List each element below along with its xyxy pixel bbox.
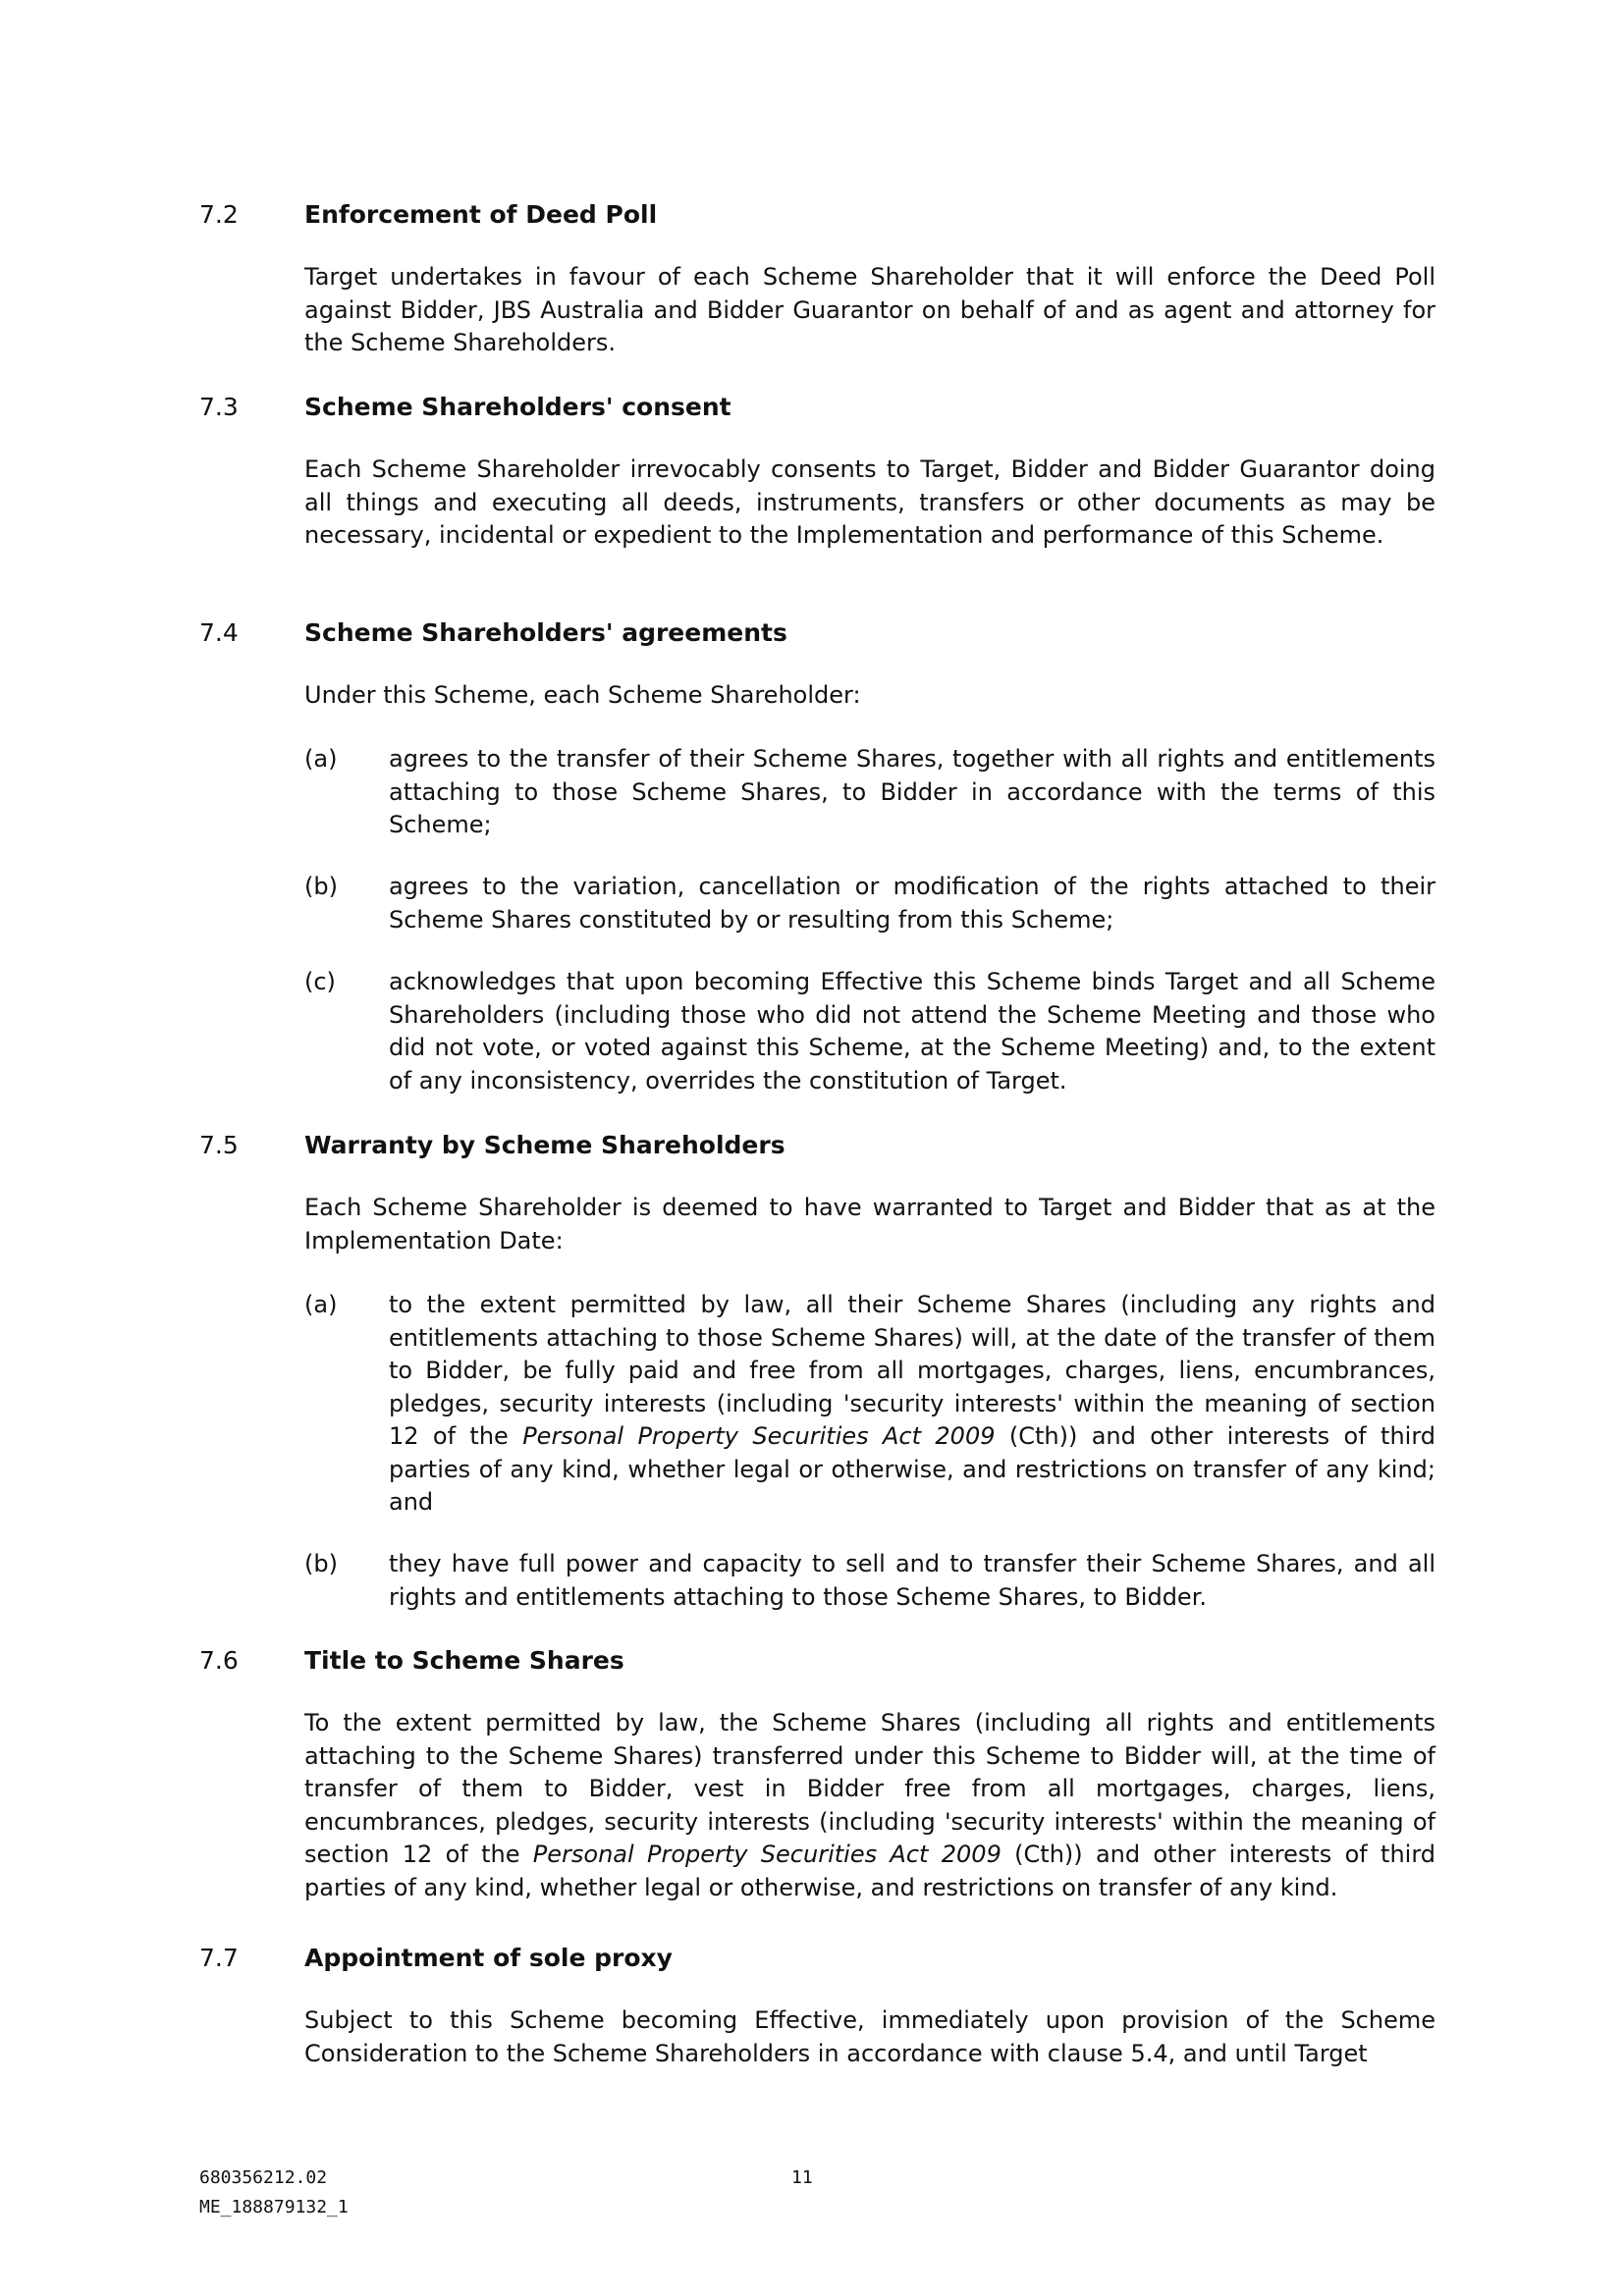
footer-doc-id: 680356212.02 — [199, 2167, 328, 2188]
section-body: Each Scheme Shareholder is deemed to have warranted to Target and Bidder that as at the Implementation Date: — [304, 1194, 1435, 1255]
list-item-text: they have full power and capacity to sell and to transfer their Scheme Shares, and all rights and entitlements attaching to those Scheme Shares, to Bidder. — [389, 1550, 1435, 1611]
act-title: Personal Property Securities Act 2009 — [532, 1841, 1001, 1868]
section-body: Each Scheme Shareholder irrevocably consents to Target, Bidder and Bidder Guarantor doing all things and executing all deeds, instruments, transfers or other documents as may be necessary, incidental or expedient to the Implementation and performance of this Scheme. — [304, 455, 1435, 549]
section-body: Target undertakes in favour of each Scheme Shareholder that it will enforce the Deed Poll against Bidder, JBS Australia and Bidder Guarantor on behalf of and as agent and attorney for the Scheme Shareholders. — [304, 263, 1435, 356]
section-heading: Enforcement of Deed Poll — [304, 200, 658, 229]
section-heading: Warranty by Scheme Shareholders — [304, 1131, 785, 1159]
section-number: 7.5 — [199, 1131, 239, 1159]
list-item-label: (b) — [304, 1550, 338, 1577]
list-item-text: agrees to the transfer of their Scheme Shares, together with all rights and entitlements attaching to those Scheme Shares, to Bidder in accordance with the terms of this Scheme; — [389, 745, 1435, 838]
section-number: 7.3 — [199, 393, 239, 421]
section-body: Under this Scheme, each Scheme Shareholder: — [304, 681, 861, 709]
section-heading: Title to Scheme Shares — [304, 1646, 624, 1675]
list-item-label: (a) — [304, 1291, 338, 1318]
list-item-label: (c) — [304, 968, 336, 995]
section-heading: Scheme Shareholders' agreements — [304, 618, 787, 647]
footer-ref-id: ME_188879132_1 — [199, 2197, 349, 2217]
section-heading: Scheme Shareholders' consent — [304, 393, 731, 421]
section-body: To the extent permitted by law, the Scheme Shares (including all rights and entitlements attaching to the Scheme Shares) transferred under this Scheme to Bidder will, at the time of transfer of them to Bidder, vest in Bidder free from all mortgages, charges, liens, encumbrances, pledges, security interests (including 'security interests' within the meaning of section 12 of the Personal Property Securities Act 2009 (Cth)) and other interests of third parties of any kind, whether legal or otherwise, and restrictions on transfer of any kind. — [304, 1709, 1436, 1901]
list-item-text: acknowledges that upon becoming Effective this Scheme binds Target and all Scheme Shareholders (including those who did not attend the Scheme Meeting and those who did not vote, or voted against this Scheme, at the Scheme Meeting) and, to the extent of any inconsistency, overrides the constitution of Target. — [389, 968, 1435, 1095]
section-number: 7.7 — [199, 1944, 239, 1972]
section-number: 7.6 — [199, 1646, 239, 1675]
list-item-label: (a) — [304, 745, 338, 773]
list-item-text: to the extent permitted by law, all their Scheme Shares (including any rights and entitlements attaching to those Scheme Shares) will, at the date of the transfer of them to Bidder, be fully paid and free from all mortgages, charges, liens, encumbrances, pledges, security interests (including 'security interests' within the meaning of section 12 of the Personal Property Securities Act 2009 (Cth)) and other interests of third parties of any kind, whether legal or otherwise, and restrictions on transfer of any kind; and — [389, 1291, 1436, 1516]
act-title: Personal Property Securities Act 2009 — [522, 1422, 996, 1450]
section-heading: Appointment of sole proxy — [304, 1944, 673, 1972]
list-item-text: agrees to the variation, cancellation or modification of the rights attached to their Scheme Shares constituted by or resulting from this Scheme; — [389, 873, 1435, 934]
section-number: 7.2 — [199, 200, 239, 229]
section-body: Subject to this Scheme becoming Effective, immediately upon provision of the Scheme Consideration to the Scheme Shareholders in accordance with clause 5.4, and until Target — [304, 2006, 1435, 2067]
page-number: 11 — [791, 2167, 813, 2188]
list-item-label: (b) — [304, 873, 338, 900]
section-number: 7.4 — [199, 618, 239, 647]
